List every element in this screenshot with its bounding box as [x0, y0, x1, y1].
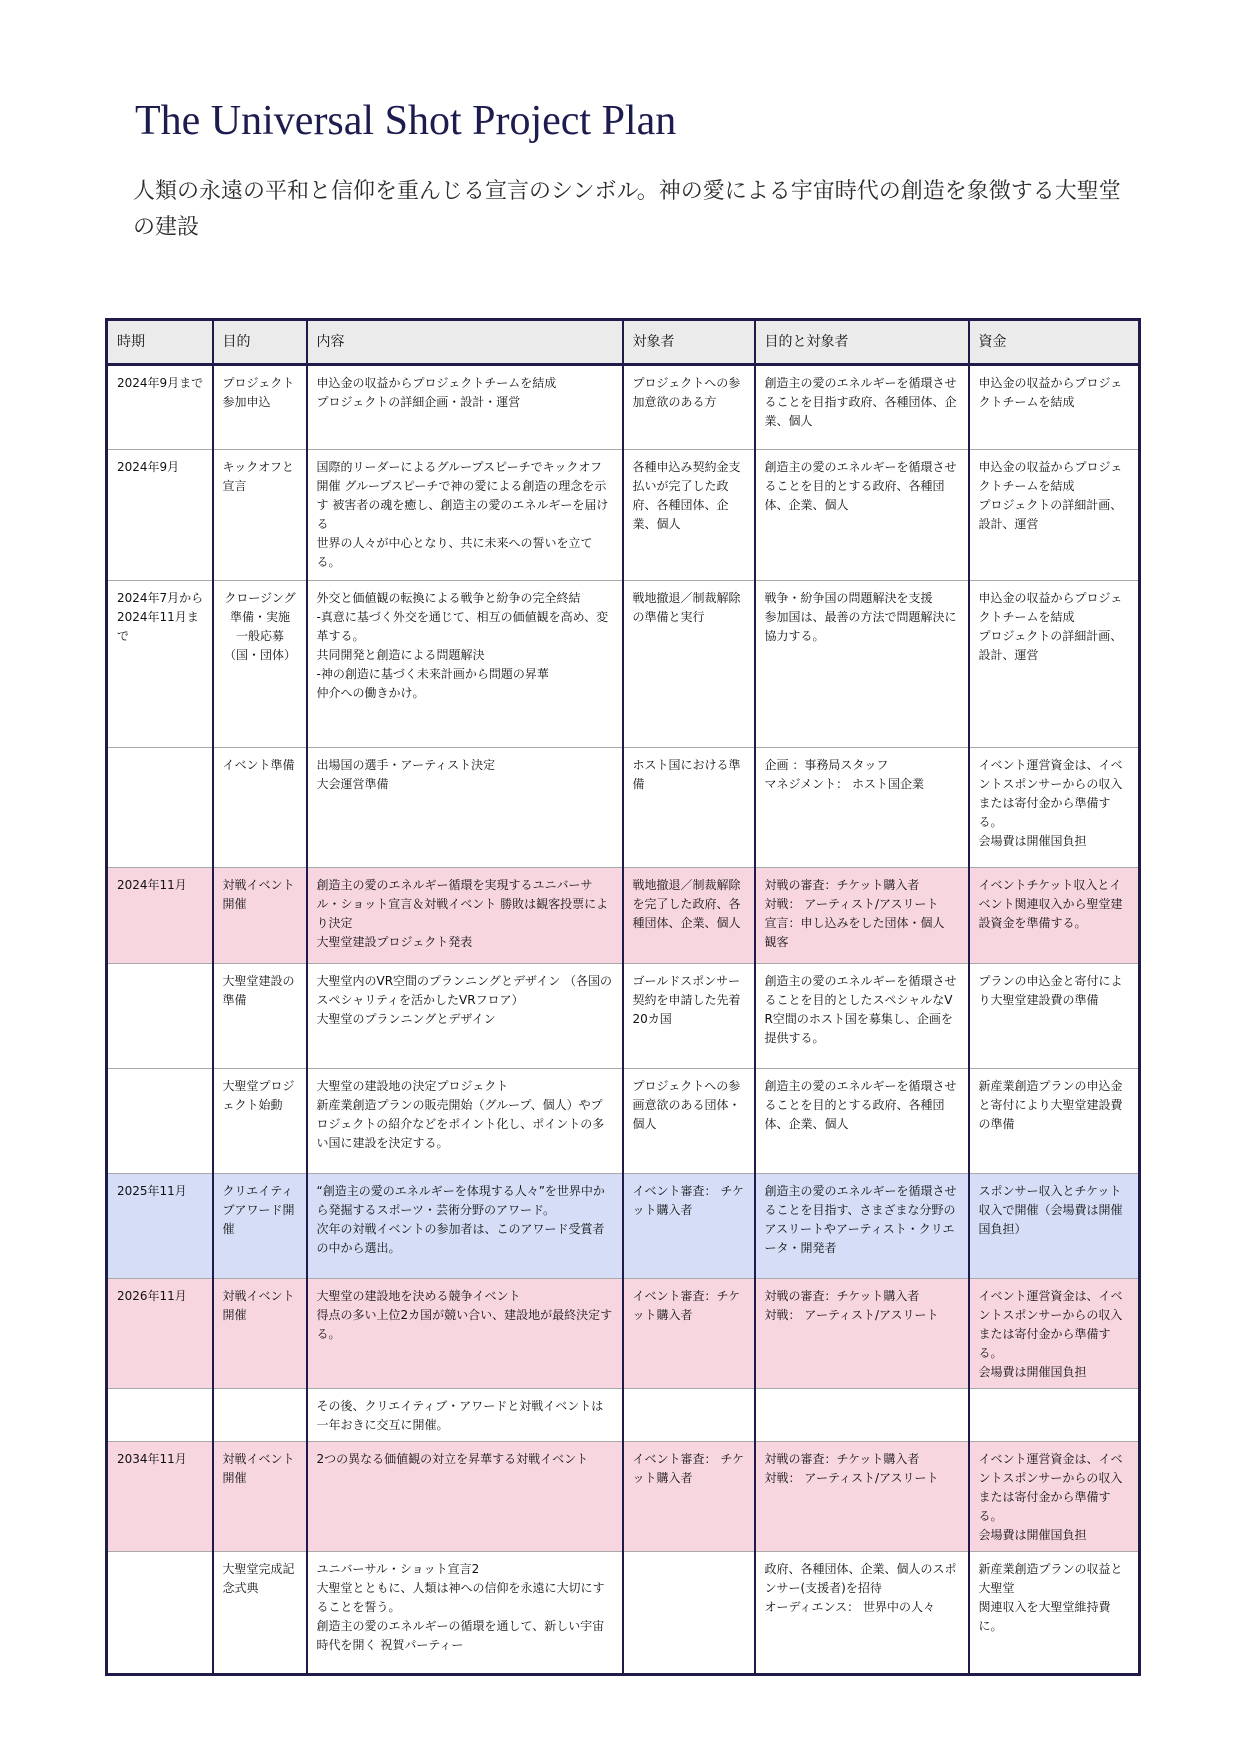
cell-content: ユニバーサル・ショット宣言2 大聖堂とともに、人類は神への信仰を永遠に大切にすることを誓う。 創造主の愛のエネルギーの循環を通して、新しい宇宙時代を開く 祝賀パーティー — [307, 1552, 623, 1675]
header-purpose: 目的 — [213, 320, 307, 365]
cell-period — [107, 1389, 213, 1442]
cell-target: 戦地撤退／制裁解除の準備と実行 — [623, 581, 755, 748]
cell-funding: 申込金の収益からプロジェクトチームを結成 プロジェクトの詳細計画、設計、運営 — [969, 581, 1140, 748]
cell-purpose-and-target — [755, 1389, 969, 1442]
table-header-row — [107, 320, 1140, 365]
cell-period: 2024年11月 — [107, 868, 213, 964]
cell-content: 出場国の選手・アーティスト決定 大会運営準備 — [307, 748, 623, 868]
cell-purpose-and-target: 創造主の愛のエネルギーを循環させることを目的とする政府、各種団体、企業、個人 — [755, 450, 969, 581]
table-row — [107, 1552, 1140, 1675]
cell-purpose-and-target: 対戦の審査：チケット購入者 対戦： アーティスト/アスリート 宣言：申し込みをした団体・個人 観客 — [755, 868, 969, 964]
cell-target: イベント審査： チケット購入者 — [623, 1174, 755, 1279]
cell-purpose-and-target: 企画 ：事務局スタッフ マネジメント： ホスト国企業 — [755, 748, 969, 868]
header-funding: 資金 — [969, 320, 1140, 365]
cell-content: 国際的リーダーによるグループスピーチでキックオフ開催 グループスピーチで神の愛による創造の理念を示す 被害者の魂を癒し、創造主の愛のエネルギーを届ける 世界の人々が中心となり、共に未来への誓いを立てる。 — [307, 450, 623, 581]
cell-purpose-and-target: 対戦の審査：チケット購入者 対戦： アーティスト/アスリート — [755, 1279, 969, 1389]
cell-funding: イベント運営資金は、イベントスポンサーからの収入または寄付金から準備する。 会場費は開催国負担 — [969, 748, 1140, 868]
cell-target: プロジェクトへの参加意欲のある方 — [623, 365, 755, 450]
table-row — [107, 365, 1140, 450]
table-row — [107, 1069, 1140, 1174]
cell-purpose-and-target: 創造主の愛のエネルギーを循環させることを目的としたスペシャルなVR空間のホスト国を募集し、企画を提供する。 — [755, 964, 969, 1069]
cell-content: 2つの異なる価値観の対立を昇華する対戦イベント — [307, 1442, 623, 1552]
cell-period: 2024年9月 — [107, 450, 213, 581]
cell-period — [107, 1552, 213, 1675]
cell-funding: イベント運営資金は、イベントスポンサーからの収入または寄付金から準備する。 会場費は開催国負担 — [969, 1442, 1140, 1552]
cell-target: イベント審査：チケット購入者 — [623, 1279, 755, 1389]
cell-content: 大聖堂内のVR空間のプランニングとデザイン （各国のスペシャリティを活かしたVRフロア） 大聖堂のプランニングとデザイン — [307, 964, 623, 1069]
cell-purpose-and-target: 創造主の愛のエネルギーを循環させることを目的とする政府、各種団体、企業、個人 — [755, 1069, 969, 1174]
cell-purpose: 対戦イベント開催 — [213, 868, 307, 964]
document-title: The Universal Shot Project Plan — [135, 98, 677, 144]
header-content: 内容 — [307, 320, 623, 365]
table-row — [107, 1389, 1140, 1442]
cell-funding: 新産業創造プランの申込金と寄付により大聖堂建設費の準備 — [969, 1069, 1140, 1174]
table-row — [107, 450, 1140, 581]
cell-period — [107, 748, 213, 868]
cell-period — [107, 964, 213, 1069]
cell-purpose: 対戦イベント開催 — [213, 1279, 307, 1389]
cell-purpose: 大聖堂プロジェクト始動 — [213, 1069, 307, 1174]
cell-target: ホスト国における準備 — [623, 748, 755, 868]
header-purpose-and-target: 目的と対象者 — [755, 320, 969, 365]
cell-purpose: プロジェクト参加申込 — [213, 365, 307, 450]
cell-purpose: 大聖堂完成記念式典 — [213, 1552, 307, 1675]
cell-target: 戦地撤退／制裁解除を完了した政府、各種団体、企業、個人 — [623, 868, 755, 964]
cell-funding: 申込金の収益からプロジェクトチームを結成 プロジェクトの詳細計画、設計、運営 — [969, 450, 1140, 581]
table-row — [107, 1442, 1140, 1552]
cell-funding — [969, 1389, 1140, 1442]
cell-content: 大聖堂の建設地を決める競争イベント 得点の多い上位2カ国が競い合い、建設地が最終決定する。 — [307, 1279, 623, 1389]
cell-purpose — [213, 1389, 307, 1442]
cell-funding: 申込金の収益からプロジェクトチームを結成 — [969, 365, 1140, 450]
cell-purpose: キックオフと宣言 — [213, 450, 307, 581]
cell-purpose: クリエイティブアワード開催 — [213, 1174, 307, 1279]
table-row — [107, 581, 1140, 748]
table-row — [107, 1174, 1140, 1279]
table-row — [107, 748, 1140, 868]
cell-funding: イベントチケット収入とイベント関連収入から聖堂建設資金を準備する。 — [969, 868, 1140, 964]
cell-funding: 新産業創造プランの収益と大聖堂 関連収入を大聖堂維持費に。 — [969, 1552, 1140, 1675]
cell-period: 2024年7月から2024年11月まで — [107, 581, 213, 748]
header-period: 時期 — [107, 320, 213, 365]
cell-purpose-and-target: 創造主の愛のエネルギーを循環させることを目指す、さまざまな分野のアスリートやアーティスト・クリエータ・開発者 — [755, 1174, 969, 1279]
cell-purpose-and-target: 戦争・紛争国の問題解決を支援 参加国は、最善の方法で問題解決に協力する。 — [755, 581, 969, 748]
cell-funding: イベント運営資金は、イベントスポンサーからの収入または寄付金から準備する。 会場費は開催国負担 — [969, 1279, 1140, 1389]
cell-target — [623, 1552, 755, 1675]
cell-target: プロジェクトへの参画意欲のある団体・個人 — [623, 1069, 755, 1174]
cell-content: 大聖堂の建設地の決定プロジェクト 新産業創造プランの販売開始（グループ、個人）やプロジェクトの紹介などをポイント化し、ポイントの多い国に建設を決定する。 — [307, 1069, 623, 1174]
cell-content: 外交と価値観の転換による戦争と紛争の完全終結 -真意に基づく外交を通じて、相互の価値観を高め、変革する。 共同開発と創造による問題解決 -神の創造に基づく未来計画から問題の昇華 仲介への働きかけ。 — [307, 581, 623, 748]
cell-target — [623, 1389, 755, 1442]
cell-purpose-and-target: 政府、各種団体、企業、個人のスポンサー(支援者)を招待 オーディエンス： 世界中の人々 — [755, 1552, 969, 1675]
cell-content: 申込金の収益からプロジェクトチームを結成 プロジェクトの詳細企画・設計・運営 — [307, 365, 623, 450]
cell-funding: プランの申込金と寄付により大聖堂建設費の準備 — [969, 964, 1140, 1069]
cell-purpose: 対戦イベント開催 — [213, 1442, 307, 1552]
document-subtitle: 人類の永遠の平和と信仰を重んじる宣言のシンボル。神の愛による宇宙時代の創造を象徴する大聖堂の建設 — [133, 179, 1121, 240]
cell-purpose: 大聖堂建設の準備 — [213, 964, 307, 1069]
cell-content: その後、クリエイティブ・アワードと対戦イベントは一年おきに交互に開催。 — [307, 1389, 623, 1442]
cell-funding: スポンサー収入とチケット収入で開催（会場費は開催国負担） — [969, 1174, 1140, 1279]
cell-target: 各種申込み契約金支払いが完了した政府、各種団体、企業、個人 — [623, 450, 755, 581]
cell-content: 創造主の愛のエネルギー循環を実現するユニバーサル・ショット宣言＆対戦イベント 勝敗は観客投票により決定 大聖堂建設プロジェクト発表 — [307, 868, 623, 964]
cell-purpose: クロージング準備・実施 一般応募 （国・団体） — [213, 581, 307, 748]
cell-period: 2034年11月 — [107, 1442, 213, 1552]
header-target: 対象者 — [623, 320, 755, 365]
cell-period — [107, 1069, 213, 1174]
cell-target: イベント審査： チケット購入者 — [623, 1442, 755, 1552]
project-plan-table — [105, 318, 1141, 1676]
cell-purpose-and-target: 創造主の愛のエネルギーを循環させることを目指す政府、各種団体、企業、個人 — [755, 365, 969, 450]
cell-content: “創造主の愛のエネルギーを体現する人々”を世界中から発掘するスポーツ・芸術分野のアワード。 次年の対戦イベントの参加者は、このアワード受賞者の中から選出。 — [307, 1174, 623, 1279]
table-row — [107, 868, 1140, 964]
cell-purpose: イベント準備 — [213, 748, 307, 868]
table-row — [107, 1279, 1140, 1389]
cell-period: 2024年9月まで — [107, 365, 213, 450]
cell-target: ゴールドスポンサー契約を申請した先着20カ国 — [623, 964, 755, 1069]
cell-period: 2025年11月 — [107, 1174, 213, 1279]
table-row — [107, 964, 1140, 1069]
cell-purpose-and-target: 対戦の審査：チケット購入者 対戦： アーティスト/アスリート — [755, 1442, 969, 1552]
cell-period: 2026年11月 — [107, 1279, 213, 1389]
